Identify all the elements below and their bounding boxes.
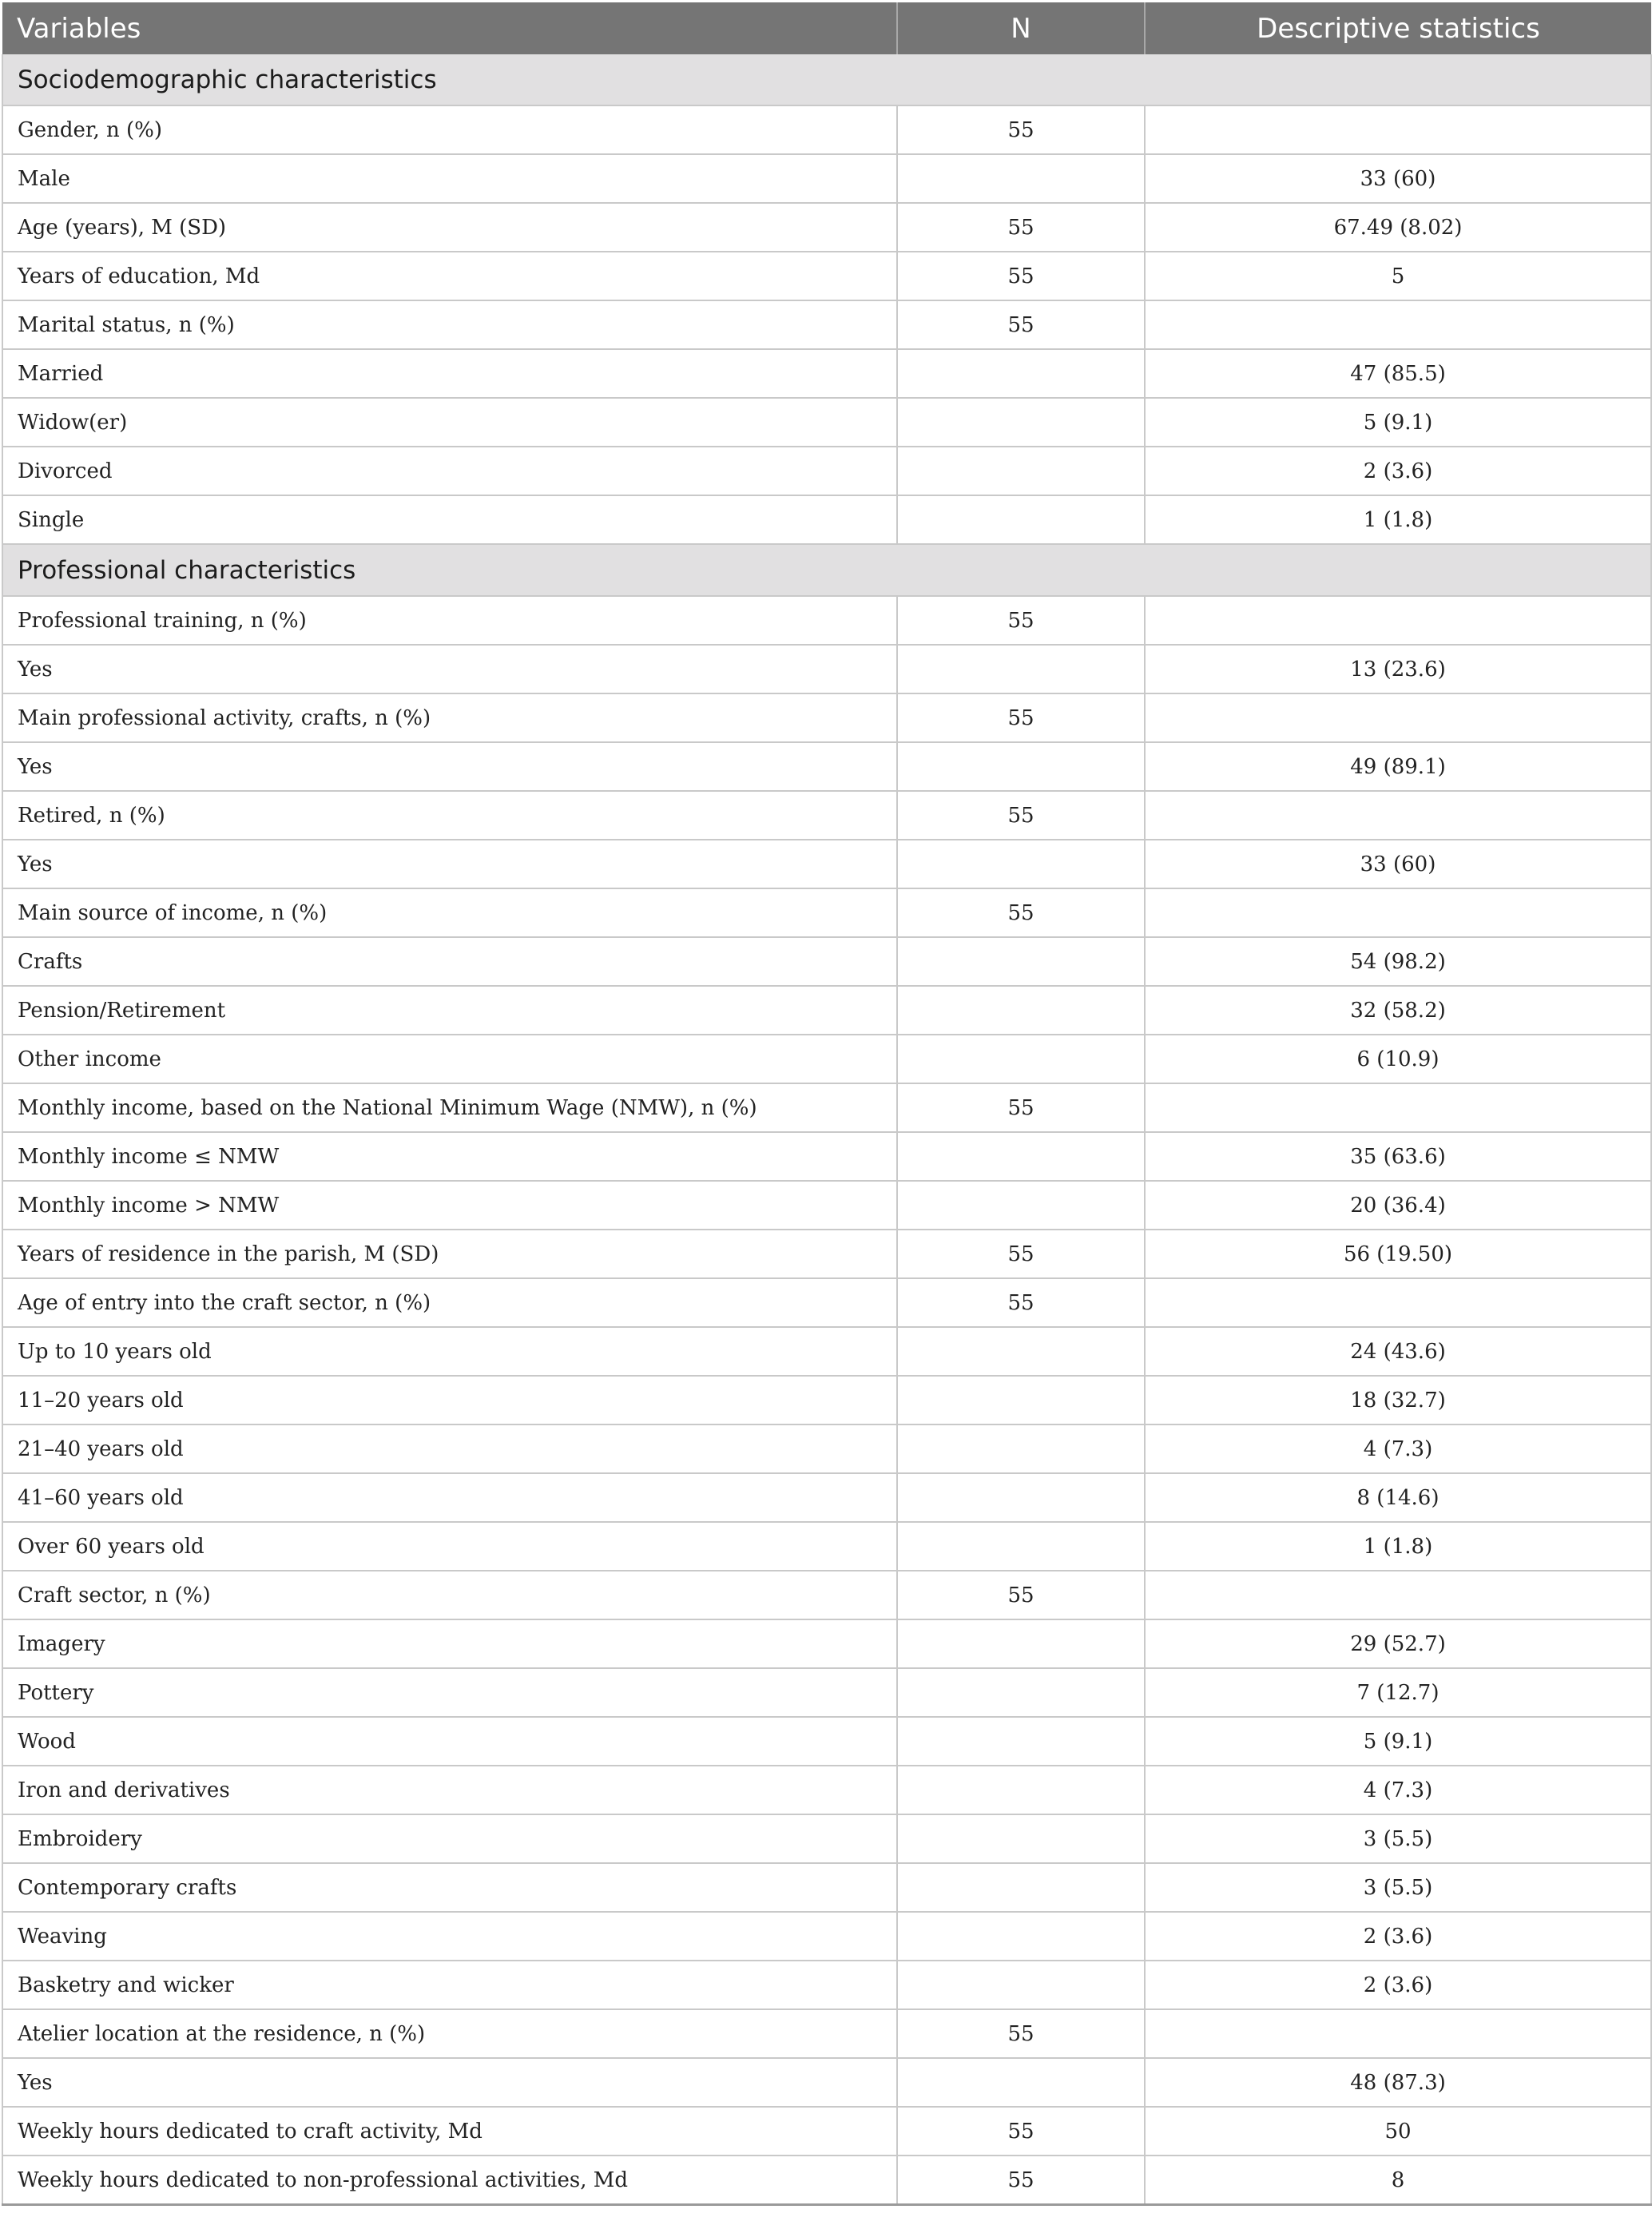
header-descriptive-statistics: Descriptive statistics: [1145, 2, 1651, 54]
row-statistic: 50: [1145, 2107, 1651, 2156]
row-statistic: 33 (60): [1145, 840, 1651, 888]
row-n: 55: [897, 596, 1145, 645]
row-n: [897, 1473, 1145, 1522]
row-label: Iron and derivatives: [2, 1766, 897, 1814]
row-n: [897, 1376, 1145, 1424]
table-row: [2, 300, 1651, 349]
table-row: [2, 1132, 1651, 1181]
table-row: [2, 791, 1651, 840]
row-label: Atelier location at the residence, n (%): [2, 2009, 897, 2058]
table-row: [2, 1327, 1651, 1376]
row-n: [897, 840, 1145, 888]
table-row: [2, 2058, 1651, 2107]
row-statistic: [1145, 693, 1651, 742]
row-n: [897, 1912, 1145, 1961]
row-n: [897, 1766, 1145, 1814]
row-statistic: 3 (5.5): [1145, 1814, 1651, 1863]
row-label: Up to 10 years old: [2, 1327, 897, 1376]
row-statistic: [1145, 791, 1651, 840]
row-label: Age (years), M (SD): [2, 203, 897, 252]
table-row: [2, 1912, 1651, 1961]
table-row: [2, 693, 1651, 742]
row-statistic: 1 (1.8): [1145, 1522, 1651, 1571]
row-n: 55: [897, 2009, 1145, 2058]
table-row: [2, 2009, 1651, 2058]
table-row: [2, 2107, 1651, 2156]
table-row: [2, 596, 1651, 645]
row-n: [897, 349, 1145, 398]
row-statistic: 8 (14.6): [1145, 1473, 1651, 1522]
section-header-row: [2, 54, 1651, 105]
table-row: [2, 840, 1651, 888]
table-row: [2, 398, 1651, 447]
row-n: [897, 1181, 1145, 1230]
row-label: Monthly income, based on the National Minimum Wage (NMW), n (%): [2, 1083, 897, 1132]
row-n: 55: [897, 1278, 1145, 1327]
table-row: [2, 645, 1651, 693]
row-label: Contemporary crafts: [2, 1863, 897, 1912]
row-label: Craft sector, n (%): [2, 1571, 897, 1619]
row-label: Professional training, n (%): [2, 596, 897, 645]
row-n: 55: [897, 888, 1145, 937]
row-n: [897, 986, 1145, 1035]
row-label: Divorced: [2, 447, 897, 495]
row-label: Wood: [2, 1717, 897, 1766]
table-row: [2, 1863, 1651, 1912]
row-n: 55: [897, 1083, 1145, 1132]
row-label: Pottery: [2, 1668, 897, 1717]
row-n: 55: [897, 1571, 1145, 1619]
row-statistic: 6 (10.9): [1145, 1035, 1651, 1083]
row-label: 21–40 years old: [2, 1424, 897, 1473]
table-row: [2, 349, 1651, 398]
row-n: 55: [897, 791, 1145, 840]
table-row: [2, 2156, 1651, 2205]
row-statistic: 67.49 (8.02): [1145, 203, 1651, 252]
row-n: [897, 1668, 1145, 1717]
table-row: [2, 1717, 1651, 1766]
row-statistic: 2 (3.6): [1145, 1961, 1651, 2009]
row-statistic: 5 (9.1): [1145, 1717, 1651, 1766]
table-row: [2, 1473, 1651, 1522]
row-label: Retired, n (%): [2, 791, 897, 840]
row-n: 55: [897, 252, 1145, 300]
row-statistic: [1145, 300, 1651, 349]
row-n: [897, 1132, 1145, 1181]
row-statistic: 20 (36.4): [1145, 1181, 1651, 1230]
table-row: [2, 1278, 1651, 1327]
table-row: [2, 1230, 1651, 1278]
table-row: [2, 447, 1651, 495]
row-n: [897, 1814, 1145, 1863]
row-statistic: 29 (52.7): [1145, 1619, 1651, 1668]
row-n: [897, 1424, 1145, 1473]
table-row: [2, 1571, 1651, 1619]
row-label: Monthly income ≤ NMW: [2, 1132, 897, 1181]
row-label: Male: [2, 154, 897, 203]
row-n: [897, 1035, 1145, 1083]
table-row: [2, 888, 1651, 937]
row-label: Imagery: [2, 1619, 897, 1668]
row-statistic: 56 (19.50): [1145, 1230, 1651, 1278]
row-n: [897, 1717, 1145, 1766]
section-header-row: [2, 544, 1651, 596]
section-title: Professional characteristics: [2, 544, 1651, 596]
row-label: Pension/Retirement: [2, 986, 897, 1035]
row-statistic: 3 (5.5): [1145, 1863, 1651, 1912]
row-label: Embroidery: [2, 1814, 897, 1863]
row-label: Weaving: [2, 1912, 897, 1961]
row-label: Gender, n (%): [2, 105, 897, 154]
row-statistic: 7 (12.7): [1145, 1668, 1651, 1717]
table-row: [2, 742, 1651, 791]
row-label: Yes: [2, 645, 897, 693]
row-statistic: 32 (58.2): [1145, 986, 1651, 1035]
row-label: Yes: [2, 2058, 897, 2107]
row-statistic: 48 (87.3): [1145, 2058, 1651, 2107]
row-label: Widow(er): [2, 398, 897, 447]
row-label: 41–60 years old: [2, 1473, 897, 1522]
row-label: Single: [2, 495, 897, 544]
row-statistic: [1145, 105, 1651, 154]
row-n: 55: [897, 2107, 1145, 2156]
section-title: Sociodemographic characteristics: [2, 54, 1651, 105]
row-statistic: [1145, 1278, 1651, 1327]
header-variables: Variables: [2, 2, 897, 54]
row-statistic: 4 (7.3): [1145, 1766, 1651, 1814]
row-n: [897, 1863, 1145, 1912]
row-statistic: 8: [1145, 2156, 1651, 2205]
row-n: 55: [897, 300, 1145, 349]
row-label: Main professional activity, crafts, n (%): [2, 693, 897, 742]
row-statistic: 33 (60): [1145, 154, 1651, 203]
row-label: Years of education, Md: [2, 252, 897, 300]
row-statistic: 47 (85.5): [1145, 349, 1651, 398]
table-row: [2, 1961, 1651, 2009]
row-n: [897, 2058, 1145, 2107]
table-row: [2, 105, 1651, 154]
row-label: Years of residence in the parish, M (SD): [2, 1230, 897, 1278]
table-row: [2, 495, 1651, 544]
row-n: [897, 645, 1145, 693]
row-n: [897, 398, 1145, 447]
row-statistic: 24 (43.6): [1145, 1327, 1651, 1376]
row-statistic: 54 (98.2): [1145, 937, 1651, 986]
row-label: Main source of income, n (%): [2, 888, 897, 937]
row-n: [897, 1619, 1145, 1668]
table-header-row: [2, 2, 1651, 54]
row-n: [897, 1961, 1145, 2009]
row-statistic: [1145, 1571, 1651, 1619]
row-n: [897, 1327, 1145, 1376]
table-row: [2, 1376, 1651, 1424]
row-label: Age of entry into the craft sector, n (%): [2, 1278, 897, 1327]
row-n: [897, 154, 1145, 203]
table-row: [2, 1766, 1651, 1814]
table-row: [2, 986, 1651, 1035]
row-label: Basketry and wicker: [2, 1961, 897, 2009]
row-statistic: 35 (63.6): [1145, 1132, 1651, 1181]
row-statistic: 4 (7.3): [1145, 1424, 1651, 1473]
row-label: Over 60 years old: [2, 1522, 897, 1571]
table-row: [2, 1814, 1651, 1863]
table-row: [2, 1424, 1651, 1473]
row-label: Weekly hours dedicated to non-professional activities, Md: [2, 2156, 897, 2205]
table-row: [2, 1668, 1651, 1717]
row-n: 55: [897, 1230, 1145, 1278]
row-statistic: 1 (1.8): [1145, 495, 1651, 544]
row-n: 55: [897, 105, 1145, 154]
table-row: [2, 1035, 1651, 1083]
table-row: [2, 154, 1651, 203]
row-n: [897, 742, 1145, 791]
row-statistic: 2 (3.6): [1145, 447, 1651, 495]
row-statistic: [1145, 2009, 1651, 2058]
row-label: Yes: [2, 742, 897, 791]
table-row: [2, 1619, 1651, 1668]
row-statistic: [1145, 596, 1651, 645]
row-statistic: 18 (32.7): [1145, 1376, 1651, 1424]
row-label: Marital status, n (%): [2, 300, 897, 349]
row-label: Crafts: [2, 937, 897, 986]
row-statistic: 49 (89.1): [1145, 742, 1651, 791]
row-n: [897, 495, 1145, 544]
row-n: [897, 1522, 1145, 1571]
row-n: [897, 447, 1145, 495]
row-label: 11–20 years old: [2, 1376, 897, 1424]
table-row: [2, 1181, 1651, 1230]
row-label: Other income: [2, 1035, 897, 1083]
table-row: [2, 203, 1651, 252]
table-row: [2, 1522, 1651, 1571]
row-statistic: 13 (23.6): [1145, 645, 1651, 693]
row-label: Weekly hours dedicated to craft activity, Md: [2, 2107, 897, 2156]
row-statistic: [1145, 888, 1651, 937]
row-statistic: 5 (9.1): [1145, 398, 1651, 447]
table-body: [2, 54, 1651, 2205]
row-statistic: 2 (3.6): [1145, 1912, 1651, 1961]
row-n: 55: [897, 203, 1145, 252]
row-label: Yes: [2, 840, 897, 888]
row-statistic: 5: [1145, 252, 1651, 300]
table-row: [2, 252, 1651, 300]
row-n: [897, 937, 1145, 986]
descriptive-statistics-table: [2, 2, 1652, 2206]
row-statistic: [1145, 1083, 1651, 1132]
row-n: 55: [897, 2156, 1145, 2205]
row-label: Married: [2, 349, 897, 398]
row-label: Monthly income > NMW: [2, 1181, 897, 1230]
table-row: [2, 937, 1651, 986]
header-n: N: [897, 2, 1145, 54]
row-n: 55: [897, 693, 1145, 742]
table-row: [2, 1083, 1651, 1132]
